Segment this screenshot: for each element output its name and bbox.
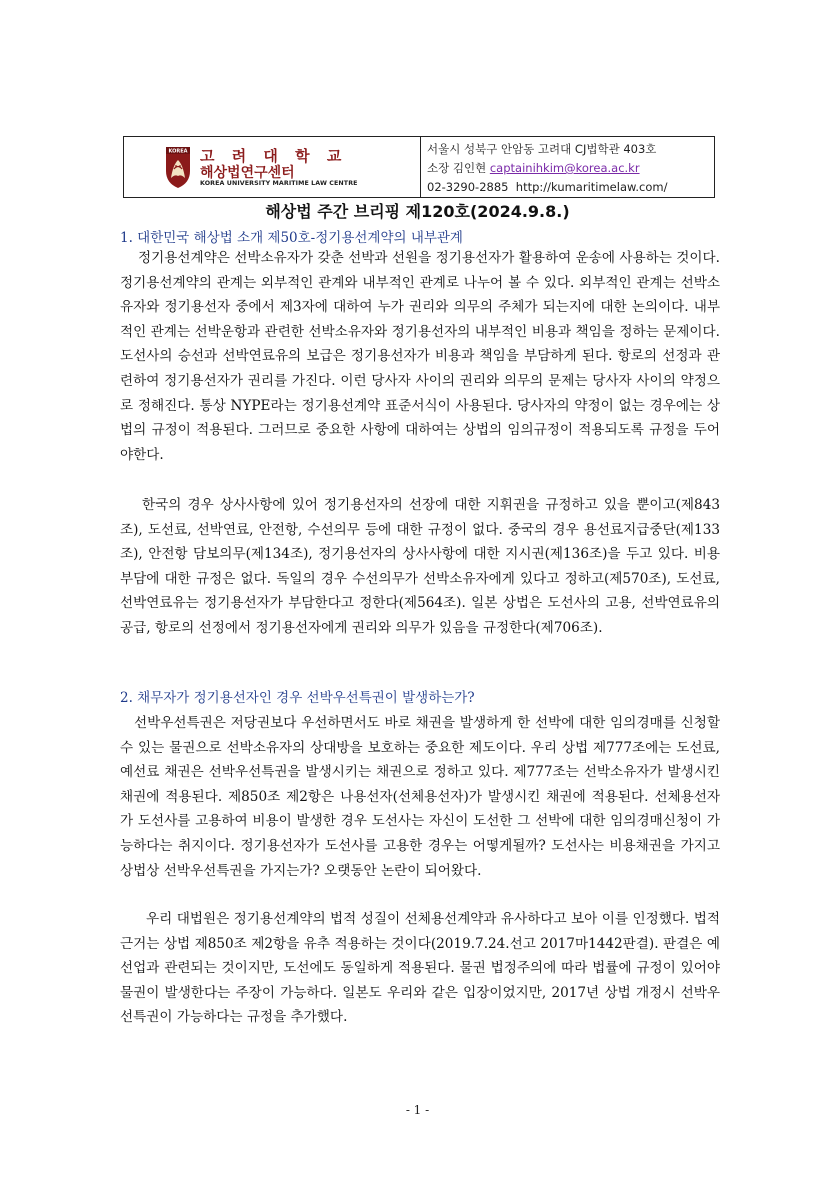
contact-info [421,137,714,197]
phone-website-line [427,178,714,197]
center-name-english: KOREA UNIVERSITY MARITIME LAW CENTRE [200,180,358,187]
section-1-paragraph-1: 정기용선계약은 선박소유자가 갖춘 선박과 선원을 정기용선자가 활용하여 운송에 사용하는 것이다. 정기용선계약의 관계는 외부적인 관계와 내부적인 관계로 나누어 볼 수 있다. 외부적인 관계는 선박소유자와 정기용선자 중에서 제3자에 대하여 누가 권리와 의무의 주체가 되는지에 대한 논의이다. 내부적인 관계는 선박운항과 관련한 선박소유자와 정기용선자의 내부적인 비용과 책임을 정하는 문제이다. 도선사의 승선과 선박연료유의 보급은 정기용선자가 비용과 책임을 부담하게 된다. 항로의 선정과 관련하여 정기용선자가 권리를 가진다. 이런 당사자 사이의 권리와 의무의 문제는 당사자 사이의 약정으로 정해진다. 통상 NYPE라는 정기용선계약 표준서식이 사용된다. 당사자의 약정이 없는 경우에는 상법의 규정이 적용된다. 그러므로 중요한 사항에 대하여는 상법의 임의규정이 적용되도록 규정을 두어야한다. [120,250,720,463]
address: 서울시 성북구 안암동 고려대 CJ법학관 403호 [427,142,657,156]
phone: 02-3290-2885 [427,180,509,194]
section-2-heading: 2. 채무자가 정기용선자인 경우 선박우선특권이 발생하는가? [120,690,475,706]
letterhead-box [123,136,715,198]
seal-text: KOREA [168,148,188,155]
center-name: 해상법연구센터 [200,165,295,181]
email-link[interactable]: captainihkim@korea.ac.kr [489,161,640,175]
section-2-paragraph-2: 우리 대법원은 정기용선계약의 법적 성질이 선체용선계약과 유사하다고 보아 이를 인정했다. 법적 근거는 상법 제850조 제2항을 유추 적용하는 것이다(2019.7.24.선고 2017마1442판결). 판결은 예선업과 관련되는 것이지만, 도선에도 동일하게 적용된다. 물권 법정주의에 따라 법률에 규정이 있어야 물권이 발생한다는 주장이 가능하다. 일본도 우리와 같은 입장이었지만, 2017년 상법 개정시 선박우선특권이 가능하다는 규정을 추가했다. [120,911,720,1026]
director-line [427,159,714,178]
section-2-paragraph-1: 선박우선특권은 저당권보다 우선하면서도 바로 채권을 발생하게 한 선박에 대한 임의경매를 신청할 수 있는 물권으로 선박소유자의 상대방을 보호하는 중요한 제도이다. 우리 상법 제777조에는 도선료, 예선료 채권은 선박우선특권을 발생시키는 채권으로 정하고 있다. 제777조는 선박소유자가 발생시킨 채권에 적용된다. 제850조 제2항은 나용선자(선체용선자)가 발생시킨 채권에 적용된다. 선체용선자가 도선사를 고용하여 비용이 발생한 경우 도선사는 자신이 도선한 그 선박에 대한 임의경매신청이 가능하다는 취지이다. 정기용선자가 도선사를 고용한 경우는 어떻게될까? 도선사는 비용채권을 가지고 상법상 선박우선특권을 가지는가? 오랫동안 논란이 되어왔다. [120,715,720,879]
section-1-paragraph-2: 한국의 경우 상사사항에 있어 정기용선자의 선장에 대한 지휘권을 규정하고 있을 뿐이고(제843조), 도선료, 선박연료, 안전항, 수선의무 등에 대한 규정이 없다. 중국의 경우 용선료지급중단(제133조), 안전항 담보의무(제134조), 정기용선자의 상사사항에 대한 지시권(제136조)을 두고 있다. 비용부담에 대한 규정은 없다. 독일의 경우 수선의무가 선박소유자에게 있다고 정하고(제570조), 도선료, 선박연료유는 정기용선자가 부담한다고 정한다(제564조). 일본 상법은 도선사의 고용, 선박연료유의 공급, 항로의 선정에서 정기용선자에게 권리와 의무가 있음을 규정한다(제706조). [120,497,720,636]
page-number: - 1 - [405,1103,430,1117]
university-seal-icon [164,145,192,189]
director-label: 소장 김인현 [427,161,487,175]
website-link[interactable]: http://kumaritimelaw.com/ [515,180,668,194]
document-title: 해상법 주간 브리핑 제120호(2024.9.8.) [265,202,570,221]
university-name: 고 려 대 학 교 [200,147,348,165]
logo-block [124,137,421,197]
section-1-heading: 1. 대한민국 해상법 소개 제50호-정기용선계약의 내부관계 [120,230,463,246]
